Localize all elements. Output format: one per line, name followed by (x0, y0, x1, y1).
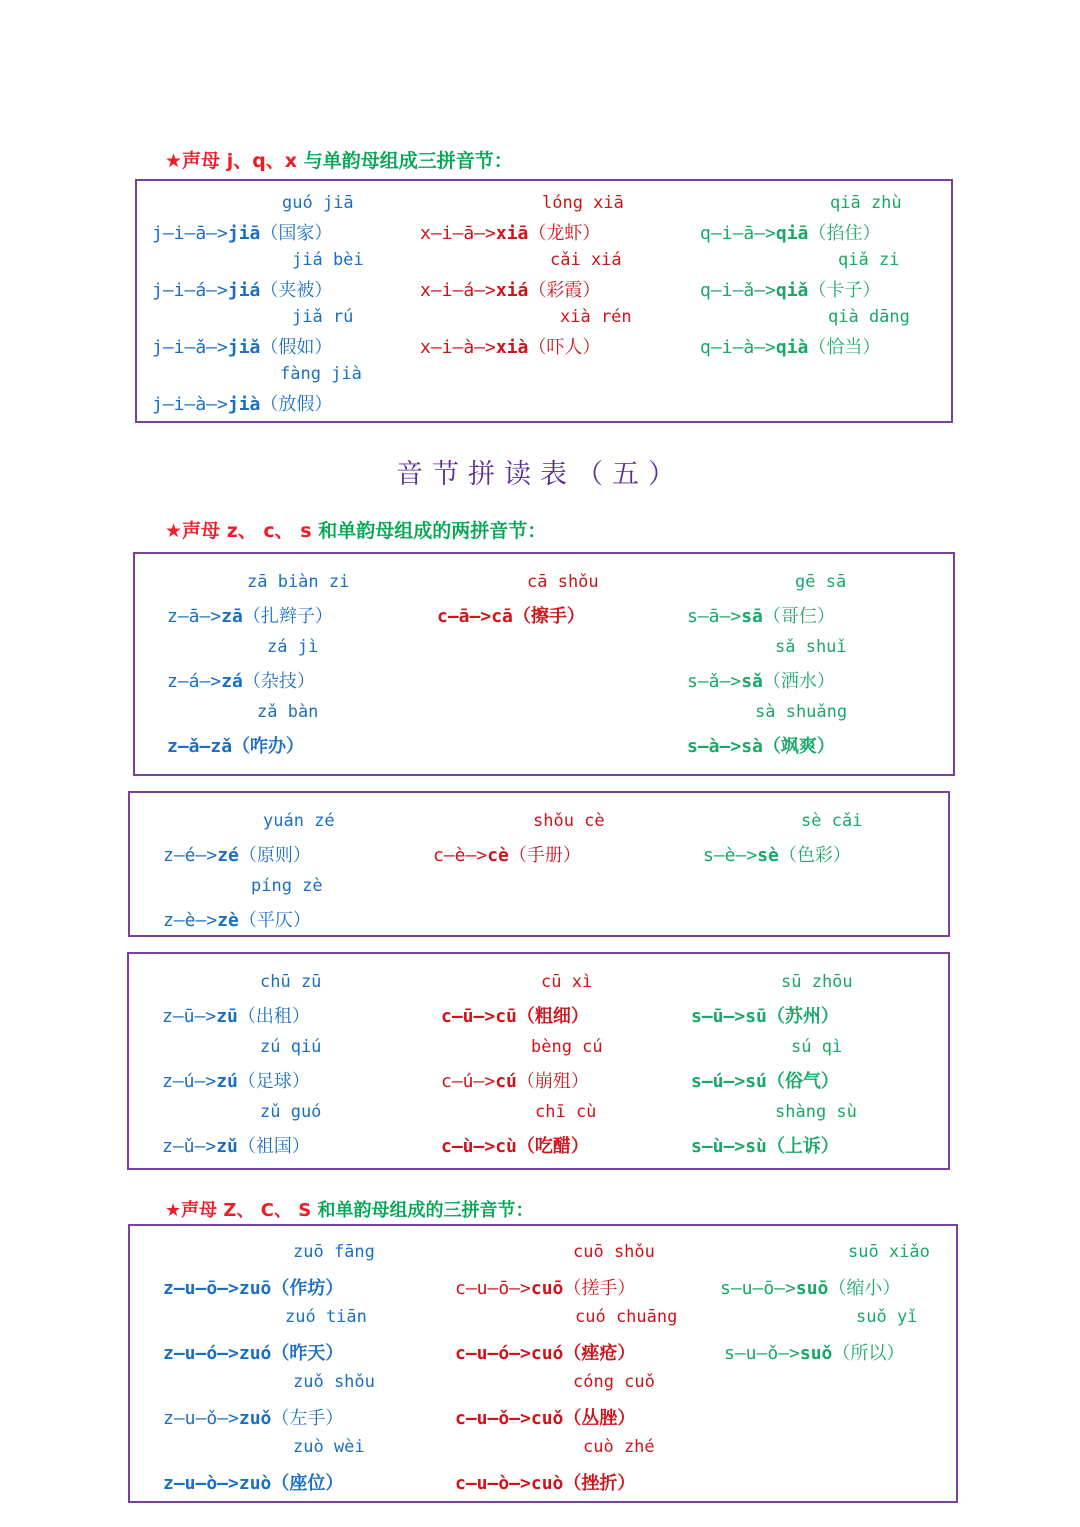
star-icon: ★ (165, 1200, 182, 1221)
pinyin-word: cuò zhé (583, 1437, 655, 1457)
spelling-formula: z—u—ō—>zuō（作坊） (163, 1278, 344, 1299)
zcs-a-syllable-box (133, 552, 955, 776)
pinyin-word: fàng jià (280, 364, 362, 384)
pinyin-word: gē sā (795, 572, 847, 592)
spelling-formula: s—ù—>sù（上诉） (691, 1136, 839, 1157)
pinyin-word: píng zè (251, 876, 323, 896)
section-heading-zcs-two (165, 516, 546, 543)
pinyin-word: jiǎ rú (292, 307, 354, 327)
pinyin-word: cū xì (541, 972, 593, 992)
spelling-formula: z—ǔ—>zǔ（祖国） (162, 1136, 310, 1157)
spelling-formula: z—é—>zé（原则） (163, 845, 311, 866)
spelling-formula: x—i—à—>xià（吓人） (420, 337, 601, 358)
spelling-formula: c—ù—>cù（吃醋） (441, 1136, 589, 1157)
pinyin-word: zuō fāng (293, 1242, 375, 1262)
spelling-formula: s—è—>sè（色彩） (703, 845, 851, 866)
spelling-formula: z—u—ó—>zuó（昨天） (163, 1343, 344, 1364)
spelling-formula: z—á—>zá（杂技） (167, 671, 315, 692)
heading-lead: 声母 (182, 520, 221, 542)
spelling-formula: s—à—>sà（飒爽） (687, 736, 835, 757)
zcs-three-syllable-box (128, 1224, 958, 1503)
spelling-formula: s—ū—>sū（苏州） (691, 1006, 839, 1027)
spelling-formula: c—ā—>cā（擦手） (437, 606, 585, 627)
heading-letters: Z、 C、 S (223, 1200, 312, 1221)
pinyin-word: sú qì (791, 1037, 843, 1057)
spelling-formula: c—u—ǒ—>cuǒ（丛脞） (455, 1408, 636, 1429)
spelling-formula: z—ū—>zū（出租） (162, 1006, 310, 1027)
spelling-formula: q—i—ǎ—>qiǎ（卡子） (700, 280, 881, 301)
pinyin-word: zā biàn zi (247, 572, 350, 592)
spelling-formula: c—ū—>cū（粗细） (441, 1006, 589, 1027)
spelling-formula: x—i—ā—>xiā（龙虾） (420, 223, 601, 244)
jqx-syllable-box (135, 179, 953, 423)
pinyin-word: zuò wèi (293, 1437, 365, 1457)
pinyin-word: cuó chuāng (575, 1307, 678, 1327)
pinyin-word: zǎ bàn (257, 702, 319, 722)
zcs-b-syllable-box (128, 791, 950, 937)
spelling-formula: z—u—ò—>zuò（座位） (163, 1473, 344, 1494)
spelling-formula: z—ǎ—zǎ（咋办） (167, 736, 305, 757)
pinyin-word: yuán zé (263, 811, 335, 831)
section-heading-zcs-three (165, 1196, 533, 1222)
spelling-formula: z—u—ǒ—>zuǒ（左手） (163, 1408, 344, 1429)
spelling-formula: j—i—à—>jià（放假） (152, 394, 333, 415)
pinyin-word: cǎi xiá (550, 250, 622, 270)
heading-tail: 和单韵母组成的三拼音节： (317, 1200, 534, 1221)
pinyin-word: qiǎ zi (838, 250, 900, 270)
heading-tail: 和单韵母组成的两拼音节： (318, 520, 547, 542)
pinyin-word: cuō shǒu (573, 1242, 655, 1262)
pinyin-word: qià dāng (828, 307, 910, 327)
pinyin-word: sà shuǎng (755, 702, 848, 722)
spelling-formula: j—i—ā—>jiā（国家） (152, 223, 333, 244)
heading-letters: z、 c、 s (226, 520, 312, 542)
pinyin-word: suǒ yǐ (856, 1307, 918, 1327)
star-icon: ★ (165, 520, 183, 542)
zcs-c-syllable-box (127, 952, 950, 1170)
section-heading-jqx (165, 146, 513, 173)
spelling-formula: c—è—>cè（手册） (433, 845, 581, 866)
pinyin-word: chī cù (535, 1102, 597, 1122)
pinyin-word: sǎ shuǐ (775, 637, 847, 657)
spelling-formula: s—u—ǒ—>suǒ（所以） (724, 1343, 905, 1364)
spelling-formula: s—u—ō—>suō（缩小） (720, 1278, 901, 1299)
spelling-formula: s—ǎ—>sǎ（洒水） (687, 671, 835, 692)
page-title: 音节拼读表（五） (396, 459, 684, 490)
pinyin-word: shàng sù (775, 1102, 857, 1122)
pinyin-word: shǒu cè (533, 811, 605, 831)
pinyin-word: lóng xiā (542, 193, 624, 213)
heading-lead: 声母 (181, 1200, 218, 1221)
heading-tail: 与单韵母组成三拼音节： (303, 150, 513, 172)
spelling-formula: j—i—ǎ—>jiǎ（假如） (152, 337, 333, 358)
pinyin-word: zá jì (267, 637, 319, 657)
heading-lead: 声母 (182, 150, 221, 172)
spelling-formula: c—ú—>cú（崩殂） (441, 1071, 589, 1092)
pinyin-word: sū zhōu (781, 972, 853, 992)
pinyin-word: chū zū (260, 972, 322, 992)
pinyin-word: cā shǒu (527, 572, 599, 592)
star-icon: ★ (165, 150, 183, 172)
pinyin-word: qiā zhù (830, 193, 902, 213)
spelling-formula: s—ā—>sā（哥仨） (687, 606, 835, 627)
pinyin-word: xià rén (560, 307, 632, 327)
pinyin-word: guó jiā (282, 193, 354, 213)
pinyin-word: zuǒ shǒu (293, 1372, 375, 1392)
spelling-formula: c—u—ó—>cuó（痤疮） (455, 1343, 636, 1364)
spelling-formula: z—ā—>zā（扎辫子） (167, 606, 333, 627)
spelling-formula: q—i—ā—>qiā（掐住） (700, 223, 881, 244)
pinyin-word: zú qiú (260, 1037, 322, 1057)
pinyin-word: zǔ guó (260, 1102, 322, 1122)
pinyin-word: cóng cuǒ (573, 1372, 655, 1392)
pinyin-word: zuó tiān (285, 1307, 367, 1327)
spelling-formula: z—ú—>zú（足球） (162, 1071, 310, 1092)
spelling-formula: c—u—ō—>cuō（搓手） (455, 1278, 636, 1299)
spelling-formula: x—i—á—>xiá（彩霞） (420, 280, 601, 301)
spelling-formula: z—è—>zè（平仄） (163, 910, 311, 931)
heading-letters: j、q、x (226, 150, 298, 172)
spelling-formula: s—ú—>sú（俗气） (691, 1071, 839, 1092)
pinyin-word: suō xiǎo (848, 1242, 930, 1262)
pinyin-word: bèng cú (531, 1037, 603, 1057)
pinyin-word: sè cǎi (801, 811, 863, 831)
spelling-formula: c—u—ò—>cuò（挫折） (455, 1473, 636, 1494)
spelling-formula: j—i—á—>jiá（夹被） (152, 280, 333, 301)
spelling-formula: q—i—à—>qià（恰当） (700, 337, 881, 358)
pinyin-word: jiá bèi (292, 250, 364, 270)
